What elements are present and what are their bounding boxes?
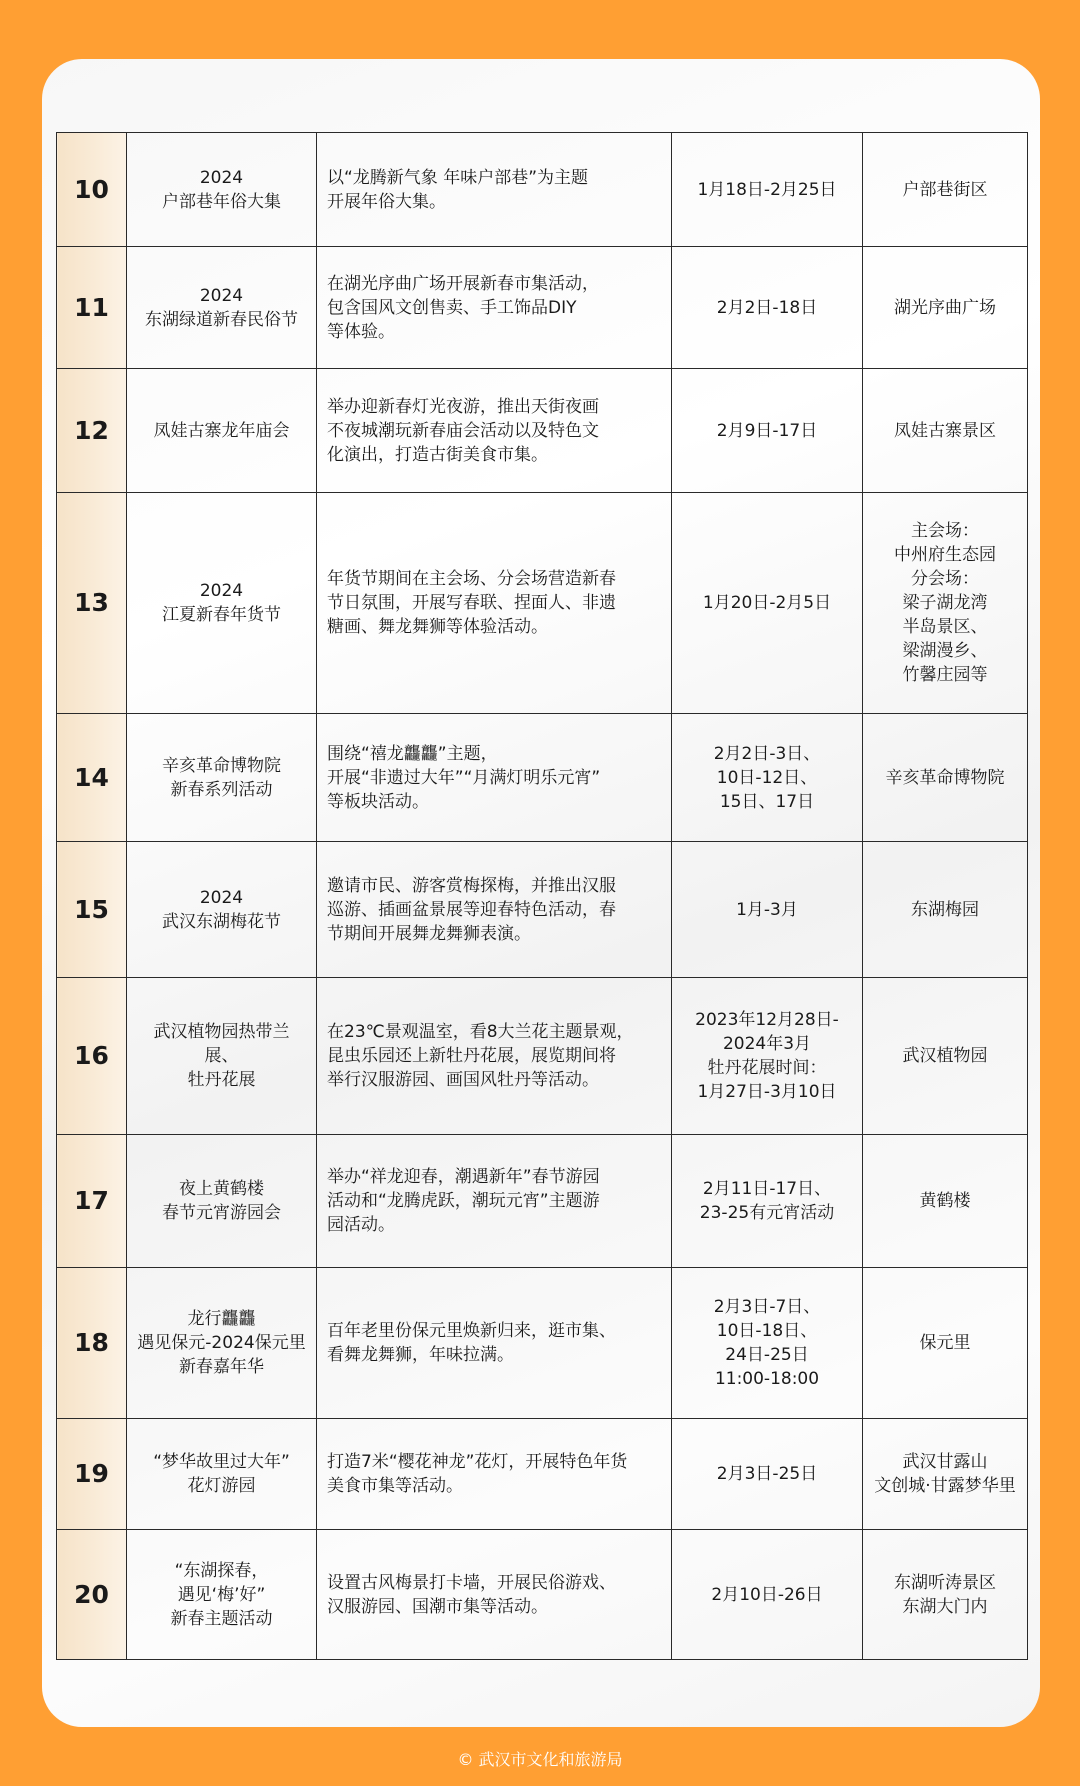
event-description-line: 巡游、插画盆景展等迎春特色活动，春 (327, 899, 616, 920)
event-description-line: 糖画、舞龙舞狮等体验活动。 (327, 617, 548, 637)
event-location-cell (863, 978, 1028, 1135)
event-description-cell (317, 714, 672, 842)
event-description-cell (317, 247, 672, 369)
event-description-line: 打造7米“樱花神龙”花灯，开展特色年货 (327, 1452, 628, 1472)
event-location-line: 黄鹤楼 (919, 1191, 971, 1211)
event-location-line: 东湖梅园 (911, 899, 979, 920)
event-time-cell (672, 369, 863, 493)
event-location-cell (863, 133, 1028, 247)
event-description-line: 化演出，打造古街美食市集。 (327, 444, 548, 465)
event-description-line: 节期间开展舞龙舞狮表演。 (327, 923, 531, 944)
event-name-line: 2024 (199, 167, 244, 188)
event-description-line: 开展年俗大集。 (327, 191, 446, 212)
event-location-cell (863, 1419, 1028, 1530)
event-description-cell (317, 1419, 672, 1530)
event-time-cell (672, 247, 863, 369)
table-row (57, 1419, 1028, 1530)
event-time-line: 1月18日-2月25日 (697, 179, 837, 200)
event-location-cell (863, 1530, 1028, 1660)
event-location-line: 武汉植物园 (902, 1046, 988, 1066)
event-location-line: 户部巷街区 (902, 179, 988, 200)
event-description-line: 举办迎新春灯光夜游，推出天街夜画 (327, 396, 599, 417)
event-time-line: 23-25有元宵活动 (699, 1203, 835, 1223)
event-description-line: 在湖光序曲广场开展新春市集活动， (327, 273, 599, 294)
event-description-cell (317, 1268, 672, 1419)
event-time-cell (672, 1419, 863, 1530)
event-name-line: 花灯游园 (187, 1476, 256, 1496)
event-location-line: 中州府生态园 (894, 545, 996, 565)
event-description-line: 以“龙腾新气象 年味户部巷”为主题 (327, 167, 589, 188)
event-name-line: 江夏新春年货节 (162, 605, 281, 625)
event-name-line: 遇见‘梅’好” (177, 1584, 266, 1605)
event-location-line: 辛亥革命博物院 (885, 767, 1005, 788)
table-row (57, 493, 1028, 714)
event-name-cell (127, 1135, 317, 1268)
event-description-line: 活动和“龙腾虎跃，潮玩元宵”主题游 (327, 1191, 600, 1211)
event-name-line: 夜上黄鹤楼 (179, 1179, 264, 1199)
event-description-cell (317, 133, 672, 247)
event-description-line: 举行汉服游园、画国风牡丹等活动。 (327, 1070, 599, 1090)
event-description-line: 等体验。 (327, 321, 395, 342)
event-time-line: 牡丹花展时间： (707, 1058, 827, 1078)
event-name-line: 龙行龘龘 (187, 1309, 256, 1329)
event-location-line: 湖光序曲广场 (894, 297, 996, 318)
row-number: 10 (57, 133, 127, 247)
event-location-line: 梁子湖龙湾 (902, 593, 988, 613)
event-location-cell (863, 1135, 1028, 1268)
event-time-line: 10日-12日、 (716, 767, 818, 788)
event-description-line: 在23℃景观温室，看8大兰花主题景观， (327, 1022, 634, 1042)
event-location-line: 东湖听涛景区 (894, 1572, 996, 1593)
event-name-cell (127, 369, 317, 493)
event-name-line: 2024 (199, 581, 244, 601)
event-location-line: 武汉甘露山 (902, 1452, 988, 1472)
event-name-cell (127, 1419, 317, 1530)
event-time-cell (672, 978, 863, 1135)
event-time-line: 1月20日-2月5日 (702, 593, 832, 613)
event-time-line: 1月-3月 (736, 899, 798, 920)
event-name-cell (127, 1268, 317, 1419)
row-number: 16 (57, 978, 127, 1135)
row-number: 17 (57, 1135, 127, 1268)
event-name-cell (127, 493, 317, 714)
event-description-line: 汉服游园、国潮市集等活动。 (327, 1596, 548, 1617)
event-location-cell (863, 369, 1028, 493)
event-name-line: 新春嘉年华 (179, 1357, 264, 1377)
event-name-line: “梦华故里过大年” (153, 1452, 290, 1472)
event-name-line: 凤娃古寨龙年庙会 (153, 420, 290, 441)
event-name-line: 武汉植物园热带兰展、 (153, 1022, 290, 1066)
event-time-line: 15日、17日 (719, 791, 815, 812)
event-time-line: 1月27日-3月10日 (697, 1082, 837, 1102)
event-name-cell (127, 133, 317, 247)
event-name-cell (127, 842, 317, 978)
event-description-line: 年货节期间在主会场、分会场营造新春 (327, 569, 616, 589)
event-description-line: 百年老里份保元里焕新归来，逛市集、 (327, 1321, 616, 1341)
row-number: 11 (57, 247, 127, 369)
row-number: 13 (57, 493, 127, 714)
table-row (57, 369, 1028, 493)
event-location-line: 竹馨庄园等 (902, 665, 988, 685)
event-time-line: 24日-25日 (725, 1345, 809, 1365)
event-description-cell (317, 369, 672, 493)
event-description-line: 不夜城潮玩新春庙会活动以及特色文 (327, 420, 599, 441)
table-row (57, 714, 1028, 842)
event-description-cell (317, 1530, 672, 1660)
event-description-line: 等板块活动。 (327, 791, 429, 812)
event-name-line: 新春系列活动 (170, 779, 273, 800)
event-location-line: 主会场： (911, 521, 979, 541)
event-location-line: 文创城·甘露梦华里 (874, 1476, 1016, 1496)
event-location-line: 凤娃古寨景区 (894, 420, 996, 441)
event-time-line: 2月3日-25日 (716, 1464, 818, 1484)
event-name-line: 户部巷年俗大集 (162, 191, 281, 212)
event-time-line: 2月10日-26日 (711, 1584, 823, 1605)
event-time-cell (672, 1135, 863, 1268)
event-description-line: 看舞龙舞狮，年味拉满。 (327, 1345, 514, 1365)
row-number: 19 (57, 1419, 127, 1530)
event-description-cell (317, 493, 672, 714)
event-location-line: 半岛景区、 (902, 617, 988, 637)
event-description-line: 节日氛围，开展写春联、捏面人、非遗 (327, 593, 616, 613)
event-location-line: 东湖大门内 (902, 1596, 988, 1617)
event-name-cell (127, 714, 317, 842)
event-name-line: “东湖探春， (174, 1560, 269, 1581)
event-time-cell (672, 1530, 863, 1660)
event-time-cell (672, 714, 863, 842)
event-name-line: 牡丹花展 (187, 1070, 256, 1090)
event-name-line: 春节元宵游园会 (162, 1203, 281, 1223)
event-location-line: 分会场： (911, 569, 979, 589)
event-time-cell (672, 493, 863, 714)
event-name-cell (127, 1530, 317, 1660)
event-time-line: 2月9日-17日 (716, 420, 818, 441)
event-name-line: 新春主题活动 (170, 1608, 273, 1629)
row-number: 18 (57, 1268, 127, 1419)
event-time-line: 2024年3月 (722, 1034, 812, 1054)
table-row (57, 1135, 1028, 1268)
copyright-footer: © 武汉市文化和旅游局 (457, 1750, 623, 1769)
table-row (57, 133, 1028, 247)
event-location-cell (863, 493, 1028, 714)
event-time-line: 2月3日-7日、 (713, 1297, 821, 1317)
event-name-line: 遇见保元-2024保元里 (137, 1333, 306, 1353)
row-number: 14 (57, 714, 127, 842)
event-location-line: 梁湖漫乡、 (902, 641, 988, 661)
table-row (57, 978, 1028, 1135)
event-name-cell (127, 247, 317, 369)
event-time-cell (672, 1268, 863, 1419)
event-description-line: 邀请市民、游客赏梅探梅，并推出汉服 (327, 875, 616, 896)
event-description-line: 美食市集等活动。 (327, 1476, 463, 1496)
table-row (57, 247, 1028, 369)
table-row (57, 1268, 1028, 1419)
event-time-line: 11:00-18:00 (714, 1369, 820, 1389)
event-description-line: 设置古风梅景打卡墙，开展民俗游戏、 (327, 1572, 616, 1593)
event-description-line: 园活动。 (327, 1215, 395, 1235)
event-time-cell (672, 133, 863, 247)
event-description-cell (317, 978, 672, 1135)
event-description-cell (317, 842, 672, 978)
event-time-line: 2月11日-17日、 (702, 1179, 832, 1199)
events-table (56, 132, 1028, 1660)
event-name-line: 2024 (199, 285, 244, 306)
event-name-line: 辛亥革命博物院 (162, 755, 281, 776)
event-description-line: 开展“非遗过大年”“月满灯明乐元宵” (327, 767, 601, 788)
event-description-line: 昆虫乐园还上新牡丹花展，展览期间将 (327, 1046, 616, 1066)
row-number: 12 (57, 369, 127, 493)
event-time-line: 2月2日-3日、 (713, 743, 821, 764)
table-row (57, 1530, 1028, 1660)
event-location-cell (863, 247, 1028, 369)
event-location-cell (863, 1268, 1028, 1419)
row-number: 20 (57, 1530, 127, 1660)
event-time-line: 2月2日-18日 (716, 297, 818, 318)
event-time-cell (672, 842, 863, 978)
event-location-cell (863, 714, 1028, 842)
event-name-line: 2024 (199, 887, 244, 908)
table-row (57, 842, 1028, 978)
event-description-line: 包含国风文创售卖、手工饰品DIY (327, 297, 577, 318)
event-name-line: 武汉东湖梅花节 (162, 911, 281, 932)
event-description-line: 围绕“禧龙龘龘”主题， (327, 743, 498, 764)
event-time-line: 10日-18日、 (716, 1321, 818, 1341)
event-name-cell (127, 978, 317, 1135)
event-location-line: 保元里 (919, 1333, 971, 1353)
event-time-line: 2023年12月28日- (695, 1010, 839, 1030)
event-description-cell (317, 1135, 672, 1268)
event-name-line: 东湖绿道新春民俗节 (145, 309, 298, 330)
row-number: 15 (57, 842, 127, 978)
event-description-line: 举办“祥龙迎春，潮遇新年”春节游园 (327, 1167, 600, 1187)
event-location-cell (863, 842, 1028, 978)
